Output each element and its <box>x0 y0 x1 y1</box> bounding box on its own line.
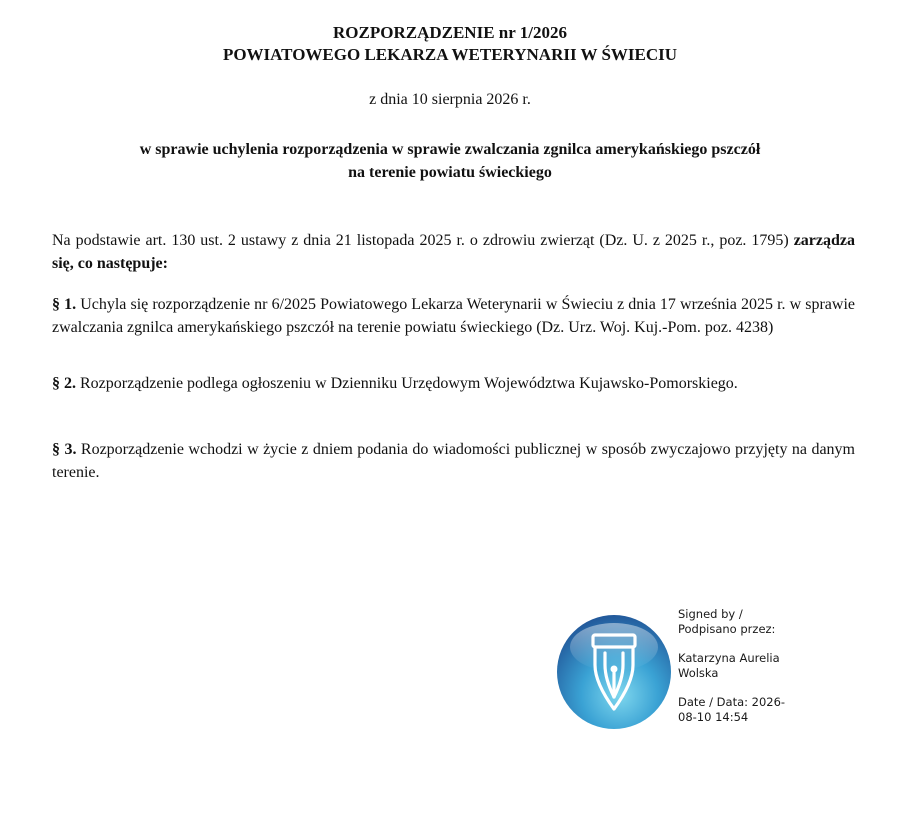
subject-line-1: w sprawie uchylenia rozporządzenia w sprawie zwalczania zgnilca amerykańskiego pszczół <box>139 141 761 158</box>
signature-info <box>678 607 848 725</box>
fountain-pen-nib-icon <box>555 613 673 731</box>
legal-basis-text: Na podstawie art. 130 ust. 2 ustawy z dnia 21 listopada 2025 r. o zdrowiu zwierząt (Dz. U. z 2025 r., poz. 1795) <box>52 232 789 249</box>
paragraph-2-number: § 2. <box>52 375 76 392</box>
paragraph-3-number: § 3. <box>52 441 77 458</box>
paragraph-1 <box>52 293 855 339</box>
document-subject <box>0 138 900 184</box>
paragraph-2-text: Rozporządzenie podlega ogłoszeniu w Dzienniku Urzędowym Województwa Kujawsko-Pomorskiego. <box>80 375 738 392</box>
subject-line-2: na terenie powiatu świeckiego <box>348 164 552 181</box>
legal-basis <box>52 229 855 275</box>
paragraph-1-text: Uchyla się rozporządzenie nr 6/2025 Powiatowego Lekarza Weterynarii w Świeciu z dnia 17 września 2025 r. w sprawie zwalczania zgnilca amerykańskiego pszczół na terenie powiatu świeckiego (Dz. Urz. Woj. Kuj.-Pom. poz. 4238) <box>52 296 856 336</box>
paragraph-3-text: Rozporządzenie wchodzi w życie z dniem podania do wiadomości publicznej w sposób zwyczajowo przyjęty na danym terenie. <box>52 441 855 481</box>
legal-basis-decree: zarządza się, co następuje: <box>52 232 856 272</box>
issuing-authority: POWIATOWEGO LEKARZA WETERYNARII W ŚWIECIU <box>222 45 678 64</box>
document-title: ROZPORZĄDZENIE nr 1/2026 <box>333 23 567 42</box>
signed-by-label: Signed by / Podpisano przez: <box>678 607 776 636</box>
paragraph-1-number: § 1. <box>52 296 77 313</box>
signature-date: Date / Data: 2026- 08-10 14:54 <box>678 695 786 724</box>
signer-name: Katarzyna Aurelia Wolska <box>678 651 780 680</box>
paragraph-3 <box>52 438 855 484</box>
paragraph-2 <box>52 372 855 395</box>
document-date: z dnia 10 sierpnia 2026 r. <box>369 91 531 108</box>
